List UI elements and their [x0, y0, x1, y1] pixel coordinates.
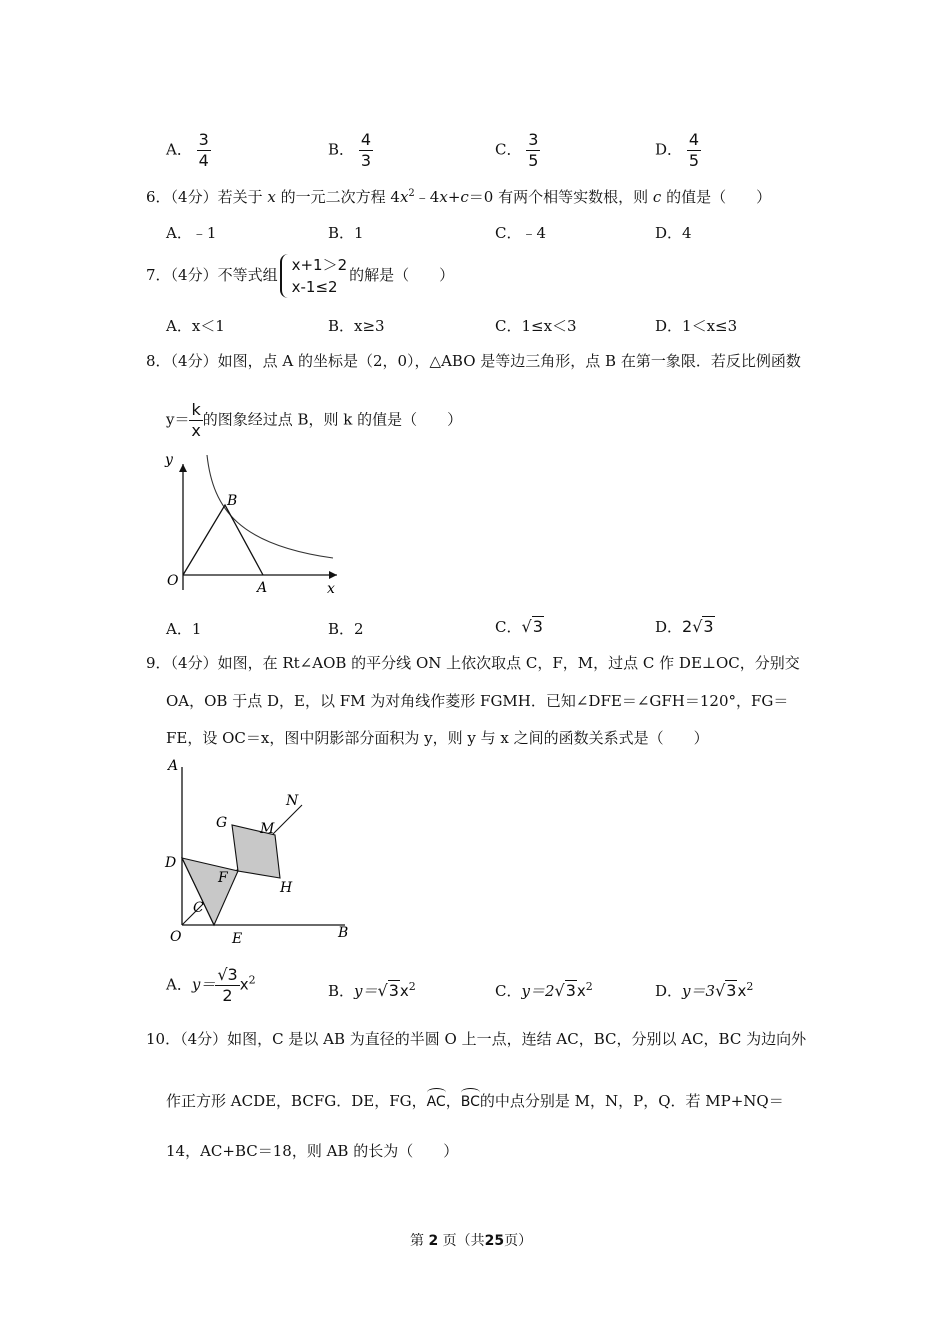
q9-option-c: C．$y=2√3x^2$ — [495, 980, 593, 1000]
q6-option-c: C．﹣4 — [495, 224, 547, 242]
q7-option-d: D．1＜x≤3 — [655, 317, 738, 335]
fraction: $\frac{4}{3}$ — [360, 130, 371, 170]
label-n: N — [286, 793, 299, 809]
label-o: O — [170, 929, 182, 945]
label-e: E — [232, 931, 243, 947]
label-b: B — [227, 493, 238, 509]
q8-option-d: D．2√3 — [655, 617, 714, 636]
page-footer: 第 2 页（共25页） — [410, 1233, 533, 1249]
arc-ac: AC — [427, 1088, 446, 1110]
q6-option-d: D．4 — [655, 224, 692, 242]
q7-option-a: A．x＜1 — [166, 317, 225, 335]
q5-option-c — [495, 132, 540, 169]
sqrt: √3 — [715, 981, 737, 1000]
q10-stem-line3: 14，AC+BC＝18，则 AB 的长为（ ） — [166, 1142, 459, 1160]
sqrt: √3 — [521, 617, 543, 636]
page-number: 2 — [428, 1233, 439, 1249]
q8-option-b: B．2 — [328, 620, 364, 638]
q9-stem-line2: OA，OB 于点 D，E，以 FM 为对角线作菱形 FGMH．已知∠DFE＝∠GFH＝120°，FG＝ — [166, 692, 789, 710]
option-label: D． — [655, 140, 683, 159]
fraction: $\frac{√3}{2}$ — [217, 965, 238, 1005]
page-total: 25 — [484, 1233, 505, 1249]
y-axis-arrow-icon — [179, 464, 187, 472]
triangle-dfe-shaded — [182, 858, 238, 925]
option-label: B． — [328, 140, 355, 159]
q7-option-c: C．1≤x＜3 — [495, 317, 577, 335]
q6-option-a: A．﹣1 — [166, 224, 217, 242]
q8-option-c: C．√3 — [495, 617, 543, 636]
q8-stem-line1: 8．（4分）如图，点 A 的坐标是（2，0），△ABO 是等边三角形，点 B 在第一象限．若反比例函数 — [146, 352, 801, 370]
label-o: O — [167, 573, 179, 589]
option-label: C． — [495, 140, 522, 159]
inequality-system: x+1＞2 x-1≤2 — [280, 254, 348, 298]
label-g: G — [216, 815, 228, 831]
label-a: A — [257, 580, 268, 596]
q7-stem: 7．（4分）不等式组 x+1＞2 x-1≤2 的解是（ ） — [146, 256, 455, 296]
q7-option-b: B．x≥3 — [328, 317, 385, 335]
q9-figure — [160, 755, 360, 950]
label-c: C — [193, 900, 204, 916]
label-a: A — [168, 758, 179, 774]
q9-stem-line1: 9．（4分）如图，在 Rt∠AOB 的平分线 ON 上依次取点 C，F，M，过点 C 作 DE⊥OC，分别交 — [146, 654, 800, 672]
sqrt: √3 — [377, 981, 399, 1000]
q5-option-a — [166, 132, 211, 169]
q6-option-b: B．1 — [328, 224, 364, 242]
q5-option-d — [655, 132, 701, 169]
q8-stem-line2: y＝ $\frac{k}{x}$ 的图象经过点 B，则 k 的值是（ ） — [166, 400, 463, 440]
sqrt: 2√3 — [682, 617, 714, 636]
label-d: D — [165, 855, 177, 871]
fraction-k-over-x: $\frac{k}{x}$ — [191, 400, 201, 440]
q8-figure — [155, 450, 345, 600]
q6-stem: 6．（4分）若关于 x 的一元二次方程 $4x^2﹣4x+c=0$ 有两个相等实数根，则 c 的值是（ ） — [146, 188, 772, 206]
q8-option-a: A．1 — [166, 620, 202, 638]
fraction: $\frac{3}{4}$ — [198, 130, 209, 170]
q9-option-b: B．$y=√3x^2$ — [328, 980, 416, 1000]
q9-stem-line3: FE，设 OC＝x，图中阴影部分面积为 y，则 y 与 x 之间的函数关系式是（ ） — [166, 729, 709, 747]
triangle-abo — [183, 505, 263, 575]
label-x: x — [327, 581, 335, 597]
label-f: F — [218, 870, 228, 886]
q9-option-a: A．y＝ $\frac{√3}{2}$ $x^2$ — [166, 965, 256, 1005]
q10-stem-line2: 作正方形 ACDE，BCFG．DE，FG，AC，BC的中点分别是 M，N，P，Q．若 MP+NQ＝ — [166, 1088, 784, 1111]
label-y: y — [165, 452, 173, 468]
q9-option-d: D．$y=3√3x^2$ — [655, 980, 754, 1000]
q5-option-b — [328, 132, 373, 169]
option-label: A． — [166, 140, 192, 159]
label-b: B — [338, 925, 349, 941]
sqrt: √3 — [554, 981, 576, 1000]
fraction: $\frac{4}{5}$ — [688, 130, 699, 170]
q10-stem-line1: 10．（4分）如图，C 是以 AB 为直径的半圆 O 上一点，连结 AC，BC，分别以 AC，BC 为边向外 — [146, 1030, 807, 1048]
label-m: M — [260, 821, 275, 837]
arc-bc: BC — [461, 1088, 480, 1110]
label-h: H — [280, 880, 293, 896]
fraction: $\frac{3}{5}$ — [528, 130, 539, 170]
x-axis-arrow-icon — [329, 571, 337, 579]
